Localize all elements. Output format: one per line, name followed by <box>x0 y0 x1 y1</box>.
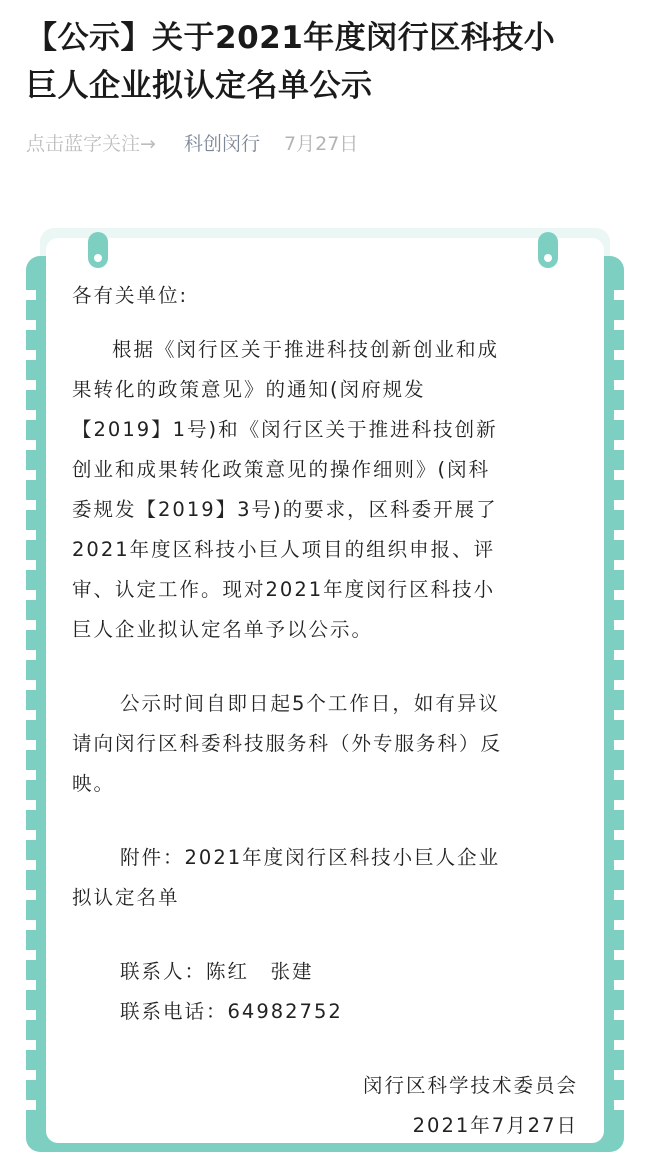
perforation-notch <box>614 470 624 480</box>
perforation-notch <box>614 410 624 420</box>
perforation-notch <box>614 890 624 900</box>
perforation-notch <box>614 860 624 870</box>
perforation-notch <box>26 1100 36 1110</box>
perforation-notch <box>26 950 36 960</box>
attachment-line: 拟认定名单 <box>72 886 180 909</box>
perforation-notch <box>614 530 624 540</box>
perforation-notch <box>614 560 624 570</box>
perforation-notch <box>26 650 36 660</box>
perforation-notch <box>26 470 36 480</box>
perforation-notch <box>614 440 624 450</box>
perforation-notch <box>26 500 36 510</box>
perforation-notch <box>614 650 624 660</box>
perforation-notch <box>614 830 624 840</box>
publish-date: 7月27日 <box>284 133 359 155</box>
paragraph-line: 请向闵行区科委科技服务科（外专服务科）反 <box>72 732 503 755</box>
perforation-notch <box>26 680 36 690</box>
perforation-notch <box>614 710 624 720</box>
perforation-notch <box>614 1040 624 1050</box>
account-name-link[interactable]: 科创闵行 <box>183 133 260 155</box>
signature-organization: 闵行区科学技术委员会 <box>362 1074 578 1097</box>
perforation-notch <box>614 500 624 510</box>
notice-attachment <box>72 838 578 918</box>
perforation-notch <box>614 590 624 600</box>
perforation-notch <box>26 590 36 600</box>
perforation-notch <box>614 950 624 960</box>
paragraph-line: 委规发【2019】3号)的要求，区科委开展了 <box>72 498 498 521</box>
binder-ring-right-icon <box>538 232 558 268</box>
perforation-notch <box>26 290 36 300</box>
notebook-left-perforation <box>26 290 36 1130</box>
contact-phone: 联系电话：64982752 <box>120 1000 343 1023</box>
perforation-notch <box>26 620 36 630</box>
article-meta <box>26 130 358 158</box>
perforation-notch <box>614 290 624 300</box>
perforation-notch <box>26 770 36 780</box>
perforation-notch <box>614 320 624 330</box>
perforation-notch <box>26 740 36 750</box>
perforation-notch <box>614 920 624 930</box>
perforation-notch <box>26 860 36 870</box>
perforation-notch <box>26 920 36 930</box>
perforation-notch <box>614 380 624 390</box>
perforation-notch <box>26 560 36 570</box>
paragraph-line: 映。 <box>72 772 116 795</box>
article-title-line-2: 巨人企业拟认定名单公示 <box>26 68 373 104</box>
contact-person: 联系人：陈红 张建 <box>120 960 314 983</box>
perforation-notch <box>614 350 624 360</box>
paragraph-line: 果转化的政策意见》的通知(闵府规发 <box>72 378 426 401</box>
paragraph-line: 巨人企业拟认定名单予以公示。 <box>72 618 374 641</box>
paragraph-line: 公示时间自即日起5个工作日，如有异议 <box>120 692 500 715</box>
perforation-notch <box>614 1010 624 1020</box>
perforation-notch <box>26 830 36 840</box>
perforation-notch <box>26 800 36 810</box>
notice-body <box>72 276 578 1146</box>
paragraph-line: 根据《闵行区关于推进科技创新创业和成 <box>112 338 500 361</box>
notice-paragraph-1 <box>72 330 578 650</box>
follow-prompt[interactable]: 点击蓝字关注→ <box>26 133 156 155</box>
binder-ring-left-icon <box>88 232 108 268</box>
perforation-notch <box>26 1010 36 1020</box>
perforation-notch <box>26 380 36 390</box>
perforation-notch <box>26 890 36 900</box>
perforation-notch <box>614 800 624 810</box>
perforation-notch <box>26 710 36 720</box>
paragraph-line: 【2019】1号)和《闵行区关于推进科技创新 <box>72 418 498 441</box>
perforation-notch <box>614 620 624 630</box>
perforation-notch <box>614 1070 624 1080</box>
perforation-notch <box>26 530 36 540</box>
perforation-notch <box>614 740 624 750</box>
notice-salutation: 各有关单位: <box>72 284 189 307</box>
perforation-notch <box>614 1100 624 1110</box>
perforation-notch <box>26 1040 36 1050</box>
article-title <box>26 14 626 110</box>
perforation-notch <box>26 440 36 450</box>
article-title-line-1: 【公示】关于2021年度闵行区科技小 <box>26 20 556 56</box>
perforation-notch <box>26 980 36 990</box>
attachment-line: 附件：2021年度闵行区科技小巨人企业 <box>120 846 501 869</box>
perforation-notch <box>614 980 624 990</box>
perforation-notch <box>614 770 624 780</box>
perforation-notch <box>26 410 36 420</box>
notebook-right-perforation <box>614 290 624 1130</box>
signature-date: 2021年7月27日 <box>412 1114 578 1137</box>
perforation-notch <box>26 1070 36 1080</box>
notice-paragraph-2 <box>72 684 578 804</box>
paragraph-line: 审、认定工作。现对2021年度闵行区科技小 <box>72 578 496 601</box>
paragraph-line: 2021年度区科技小巨人项目的组织申报、评 <box>72 538 496 561</box>
perforation-notch <box>26 320 36 330</box>
perforation-notch <box>614 680 624 690</box>
paragraph-line: 创业和成果转化政策意见的操作细则》(闵科 <box>72 458 491 481</box>
perforation-notch <box>26 350 36 360</box>
